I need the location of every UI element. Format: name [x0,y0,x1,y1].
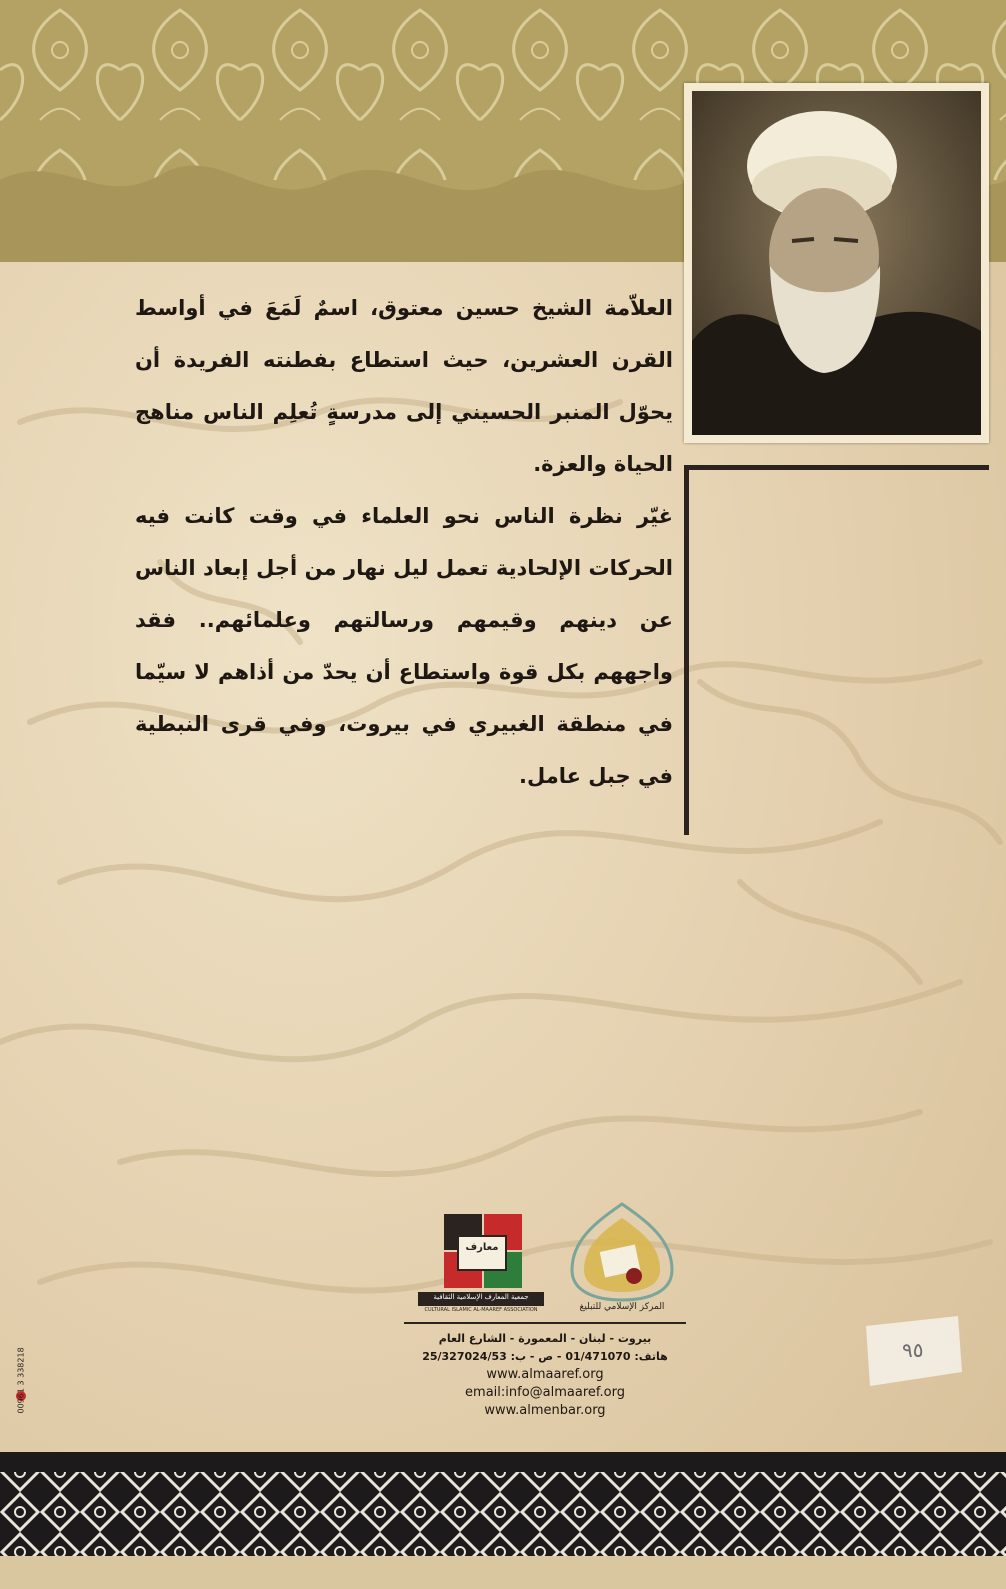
left-logo-caption-ar: جمعية المعارف الإسلامية الثقافية [433,1293,529,1301]
publisher-address: بيروت - لبنان - المعمورة - الشارع العام [438,1332,652,1345]
website-almaaref[interactable]: www.almaaref.org [486,1367,604,1382]
author-portrait [684,83,989,443]
bottom-ornament-band [0,1452,1006,1589]
distributor-label [6,1330,36,1420]
distributor-code: 00961 3 338218 [16,1347,26,1414]
bracket-side-line [684,465,689,835]
left-logo-mark: معارف [465,1242,499,1253]
bottom-pattern [0,1452,1006,1589]
synopsis-paragraph-1: العلاّمة الشيخ حسين معتوق، اسمٌ لَمَعَ في أواسط القرن العشرين، حيث استطاع بفطنته الفريدة أن يحوّل المنبر الحسيني إلى مدرسةٍ تُعلِم الناس مناهج الحياة والعزة. [135,296,673,476]
publisher-contact [404,1330,686,1420]
publisher-email[interactable]: email:info@almaaref.org [465,1385,625,1400]
contact-divider [404,1322,686,1324]
portrait-photo [692,91,981,435]
almaaref-association-logo [412,1212,550,1314]
left-logo-caption-en: CULTURAL ISLAMIC AL-MAAREF ASSOCIATION [424,1307,538,1313]
price-value: ٩٥ [902,1338,924,1362]
price-sticker [858,1312,966,1390]
synopsis-paragraph-2: غيّر نظرة الناس نحو العلماء في وقت كانت فيه الحركات الإلحادية تعمل ليل نهار من أجل إبعاد الناس عن دينهم وقيمهم ورسالتهم وعلمائهم.. فقد واجههم بكل قوة واستطاع أن يحدّ من أذاهم لا سيّما في منطقة الغبيري في بيروت، وفي قرى النبطية في جبل عامل. [135,504,673,788]
bracket-top-line [684,465,989,470]
right-logo-caption: المركز الإسلامي للتبليغ [579,1302,665,1312]
synopsis-text [135,282,673,802]
tabligh-center-logo [568,1200,676,1318]
publisher-phone: هاتف: 01/471070 - ص - ب: 25/327024/53 [422,1350,668,1363]
website-almenbar[interactable]: www.almenbar.org [484,1403,606,1418]
